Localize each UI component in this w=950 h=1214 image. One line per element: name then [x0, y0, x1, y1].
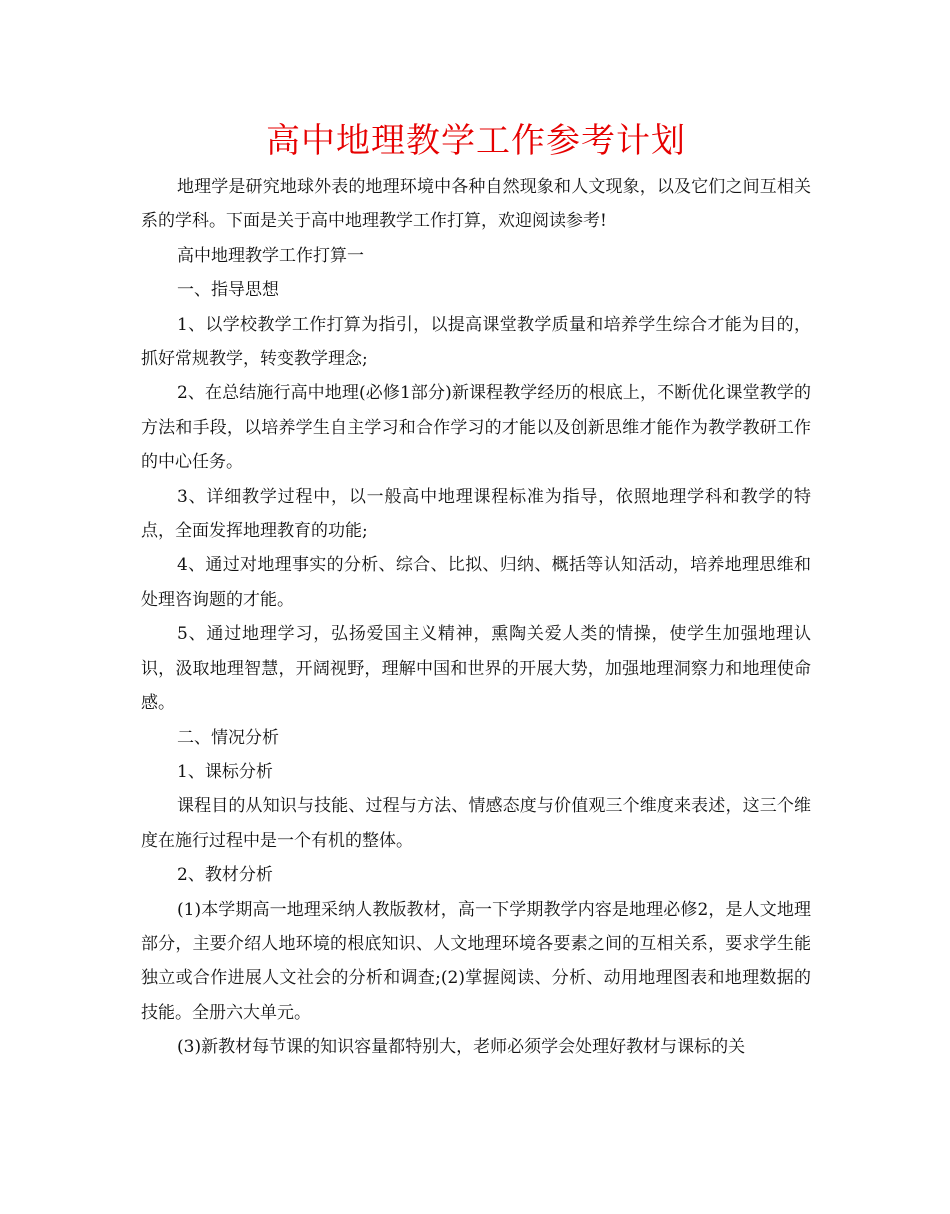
- document-title: 高中地理教学工作参考计划: [266, 121, 686, 161]
- subsection-heading-textbook-analysis: 2、教材分析: [177, 865, 273, 886]
- section-heading-situation-analysis: 二、情况分析: [177, 727, 279, 748]
- plan-heading: 高中地理教学工作打算一: [177, 245, 364, 266]
- guiding-item-1: 1、以学校教学工作打算为指引，以提高课堂教学质量和培养学生综合才能为目的，抓好常规教学，转变教学理念;: [141, 314, 811, 370]
- subsection-heading-curriculum-analysis: 1、课标分析: [177, 761, 273, 782]
- document-body: [141, 118, 811, 1065]
- section-heading-guiding-ideology: 一、指导思想: [177, 280, 279, 301]
- guiding-item-4: 4、通过对地理事实的分析、综合、比拟、归纳、概括等认知活动，培养地理思维和处理咨询题的才能。: [141, 555, 811, 610]
- guiding-item-5: 5、通过地理学习，弘扬爱国主义精神，熏陶关爱人类的情操，使学生加强地理认识，汲取地理智慧，开阔视野，理解中国和世界的开展大势，加强地理洞察力和地理使命感。: [141, 624, 811, 714]
- guiding-item-2: 2、在总结施行高中地理(必修1部分)新课程教学经历的根底上，不断优化课堂教学的方法和手段，以培养学生自主学习和合作学习的才能以及创新思维才能作为教学教研工作的中心任务。: [141, 383, 811, 473]
- curriculum-analysis-paragraph: 课程目的从知识与技能、过程与方法、情感态度与价值观三个维度来表述，这三个维度在施行过程中是一个有机的整体。: [141, 796, 811, 851]
- guiding-item-3: 3、详细教学过程中，以一般高中地理课程标准为指导，依照地理学科和教学的特点，全面发挥地理教育的功能;: [141, 486, 811, 542]
- intro-paragraph: 地理学是研究地球外表的地理环境中各种自然现象和人文现象，以及它们之间互相关系的学科。下面是关于高中地理教学工作打算，欢迎阅读参考!: [141, 177, 811, 232]
- textbook-analysis-paragraph-1: (1)本学期高一地理采纳人教版教材，高一下学期教学内容是地理必修2，是人文地理部分，主要介绍人地环境的根底知识、人文地理环境各要素之间的互相关系，要求学生能独立或合作进展人文社会的分析和调查;(2)掌握阅读、分析、动用地理图表和地理数据的技能。全册六大单元。: [141, 899, 811, 1023]
- textbook-analysis-paragraph-2: (3)新教材每节课的知识容量都特别大，老师必须学会处理好教材与课标的关: [177, 1037, 746, 1058]
